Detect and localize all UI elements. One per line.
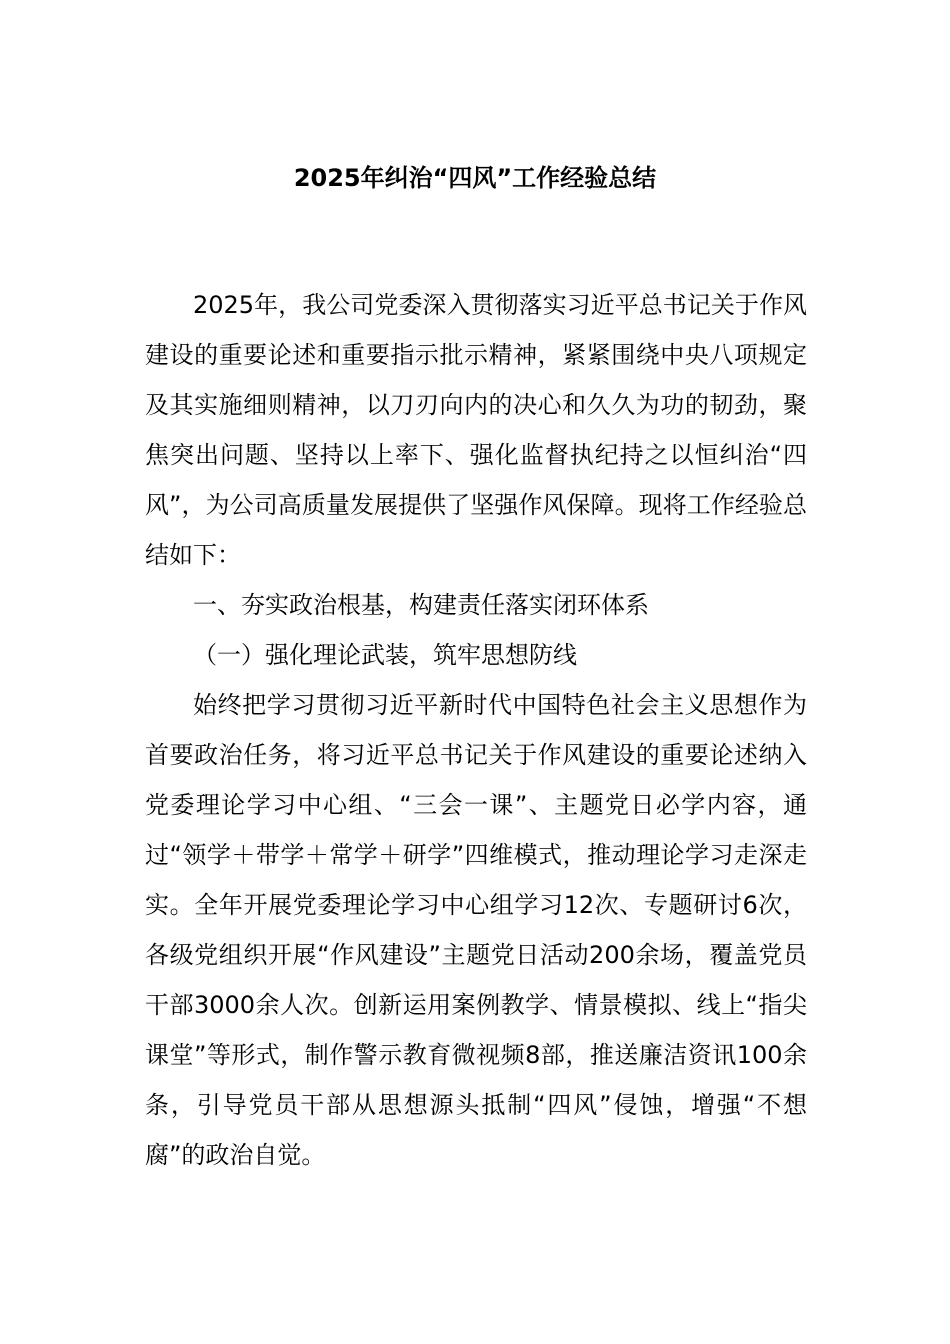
body-paragraph: 始终把学习贯彻习近平新时代中国特色社会主义思想作为首要政治任务，将习近平总书记关于作风建设的重要论述纳入党委理论学习中心组、“三会一课”、主题党日必学内容，通过“领学＋带学＋常学＋研学”四维模式，推动理论学习走深走实。全年开展党委理论学习中心组学习12次、专题研讨6次，各级党组织开展“作风建设”主题党日活动200余场，覆盖党员干部3000余人次。创新运用案例教学、情景模拟、线上“指尖课堂”等形式，制作警示教育微视频8部，推送廉洁资讯100余条，引导党员干部从思想源头抵制“四风”侵蚀，增强“不想腐”的政治自觉。 xyxy=(145,691,807,1169)
document-title: 2025年纠治“四风”工作经验总结 xyxy=(293,164,657,192)
intro-paragraph: 2025年，我公司党委深入贯彻落实习近平总书记关于作风建设的重要论述和重要指示批示精神，紧紧围绕中央八项规定及其实施细则精神，以刀刃向内的决心和久久为功的韧劲，聚焦突出问题、坚持以上率下、强化监督执纪持之以恒纠治“四风”，为公司高质量发展提供了坚强作风保障。现将工作经验总结如下： xyxy=(145,291,807,569)
document-body xyxy=(145,280,807,1180)
section-heading-1: 一、夯实政治根基，构建责任落实闭环体系 xyxy=(193,591,649,619)
subsection-heading-1-1: （一）强化理论武装，筑牢思想防线 xyxy=(193,641,577,669)
